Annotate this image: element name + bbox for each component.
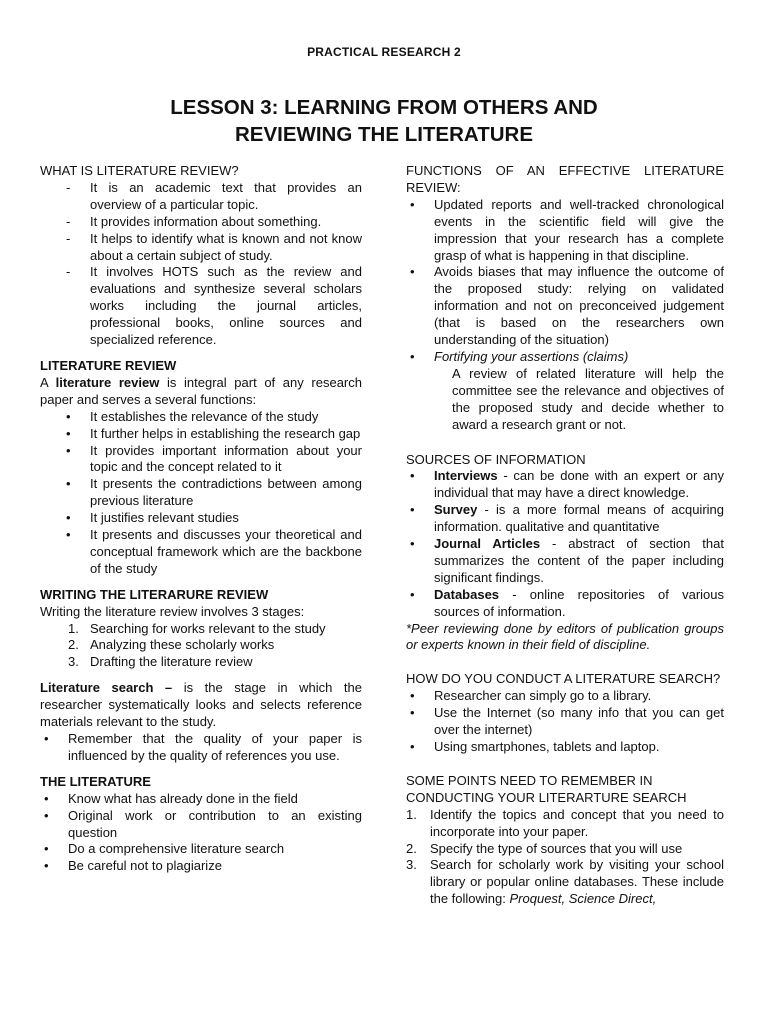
- the-lit-list: [40, 791, 362, 876]
- intro-text: A: [40, 374, 56, 390]
- sources-list: [406, 468, 724, 620]
- lit-search-list: [40, 731, 362, 765]
- lit-review-list: [40, 409, 362, 578]
- item-number: 2.: [406, 840, 417, 856]
- list-item: [406, 468, 724, 502]
- list-item: - It is an academic text that provides an overview of a particular topic.: [40, 180, 362, 214]
- item-text: Identify the topics and concept that you need to incorporate into your paper.: [430, 806, 724, 839]
- lit-search-definition: [40, 680, 362, 731]
- list-item: [406, 857, 724, 908]
- lesson-title-line2: REVIEWING THE LITERATURE: [234, 123, 533, 146]
- list-item: - It involves HOTS such as the review and evaluations and synthesize several scholars works including the journal articles, professional books, online sources and specialized reference.: [40, 264, 362, 349]
- list-item: [406, 807, 724, 841]
- list-item: • It justifies relevant studies: [40, 510, 362, 527]
- item-number: 1.: [68, 620, 79, 636]
- item-number: 1.: [406, 806, 417, 822]
- list-item: • Using smartphones, tablets and laptop.: [406, 739, 724, 756]
- writing-heading: WRITING THE LITERARURE REVIEW: [40, 586, 269, 602]
- list-item: [406, 536, 724, 587]
- item-number: 2.: [68, 637, 79, 653]
- list-item: [40, 637, 362, 654]
- list-item: [406, 502, 724, 536]
- peer-review-note: *Peer reviewing done by editors of publication groups or experts known in their field of discipline.: [406, 620, 724, 653]
- list-item: [40, 621, 362, 638]
- lesson-title-line1: LESSON 3: LEARNING FROM OTHERS AND: [170, 96, 598, 119]
- list-item: [406, 349, 724, 366]
- left-column: [40, 163, 362, 875]
- functions-heading: FUNCTIONS OF AN EFFECTIVE LITERATURE REVIEW:: [406, 163, 724, 195]
- points-heading: SOME POINTS NEED TO REMEMBER IN CONDUCTING YOUR LITERARTURE SEARCH: [406, 772, 687, 805]
- points-list: [406, 807, 724, 908]
- item-italic-text: Proquest, Science Direct,: [509, 891, 657, 907]
- list-item: • It presents the contradictions between among previous literature: [40, 476, 362, 510]
- fortify-text: A review of related literature will help the committee see the relevance and objectives of the proposed study and decide whether to award a research grant or not.: [452, 365, 724, 432]
- item-text: Analyzing these scholarly works: [90, 637, 275, 653]
- list-item: • It provides important information about your topic and the concept related to it: [40, 443, 362, 477]
- writing-steps: [40, 621, 362, 672]
- source-term: Interviews: [434, 468, 498, 484]
- list-item: • Original work or contribution to an existing question: [40, 808, 362, 842]
- item-text: Search for scholarly work by visiting your school library or popular online databases. These include the following:: [430, 857, 724, 907]
- lit-search-def: is the stage in which the researcher systematically looks and selects reference materials relevant to the study.: [40, 680, 363, 730]
- list-item: - It helps to identify what is known and not know about a certain subject of study.: [40, 231, 362, 265]
- item-text: Searching for works relevant to the study: [90, 620, 326, 636]
- item-text: Drafting the literature review: [90, 654, 253, 670]
- what-is-list: [40, 180, 362, 349]
- list-item: • Do a comprehensive literature search: [40, 841, 362, 858]
- how-heading: HOW DO YOU CONDUCT A LITERATURE SEARCH?: [406, 671, 721, 687]
- list-item: - It provides information about something.: [40, 214, 362, 231]
- source-text: - is a more formal means of acquiring information. qualitative and quantitative: [434, 502, 724, 535]
- list-item: [406, 841, 724, 858]
- course-header: PRACTICAL RESEARCH 2: [307, 45, 461, 59]
- lit-search-term: Literature search –: [40, 680, 173, 696]
- lit-review-heading: LITERATURE REVIEW: [40, 357, 177, 373]
- list-item: • Know what has already done in the field: [40, 791, 362, 808]
- how-list: [406, 688, 724, 756]
- right-column: [406, 163, 724, 908]
- list-item: • Researcher can simply go to a library.: [406, 688, 724, 705]
- lesson-title: [0, 94, 768, 148]
- list-item: • Avoids biases that may influence the outcome of the proposed study: relying on validated information and not on preconceived judgement (that is based on the researchers own understanding of the situation): [406, 264, 724, 349]
- source-text: - online repositories of various sources of information.: [434, 586, 724, 619]
- sources-heading: SOURCES OF INFORMATION: [406, 451, 586, 467]
- item-number: 3.: [68, 654, 79, 670]
- the-lit-heading: THE LITERATURE: [40, 773, 151, 789]
- list-item: [40, 654, 362, 671]
- item-number: 3.: [406, 857, 417, 873]
- list-item: [406, 587, 724, 621]
- list-item: • Updated reports and well-tracked chronological events in the scientific field will give the impression that your research has a complete grasp of what is happening in that discipline.: [406, 197, 724, 265]
- list-item: • It establishes the relevance of the study: [40, 409, 362, 426]
- fortify-label: Fortifying your assertions (claims): [434, 348, 629, 364]
- lit-review-intro: [40, 375, 362, 409]
- source-text: - abstract of section that summarizes the content of the paper including significant findings.: [434, 536, 724, 585]
- source-text: - can be done with an expert or any individual that may have a direct knowledge.: [434, 468, 724, 501]
- list-item: • Use the Internet (so many info that you can get over the internet): [406, 705, 724, 739]
- list-item: • It further helps in establishing the research gap: [40, 426, 362, 443]
- intro-term: literature review: [55, 374, 160, 390]
- writing-intro: Writing the literature review involves 3 stages:: [40, 603, 305, 619]
- functions-list: [406, 197, 724, 366]
- list-item: • Be careful not to plagiarize: [40, 858, 362, 875]
- intro-text: is integral part of any research paper and serves a several functions:: [40, 374, 362, 407]
- list-item: • Remember that the quality of your paper is influenced by the quality of references you use.: [40, 731, 362, 765]
- what-is-heading: WHAT IS LITERATURE REVIEW?: [40, 163, 239, 178]
- source-term: Journal Articles: [434, 536, 541, 552]
- item-text: Specify the type of sources that you will use: [430, 840, 683, 856]
- list-item: • It presents and discusses your theoretical and conceptual framework which are the backbone of the study: [40, 527, 362, 578]
- source-term: Databases: [434, 586, 500, 602]
- source-term: Survey: [434, 502, 478, 518]
